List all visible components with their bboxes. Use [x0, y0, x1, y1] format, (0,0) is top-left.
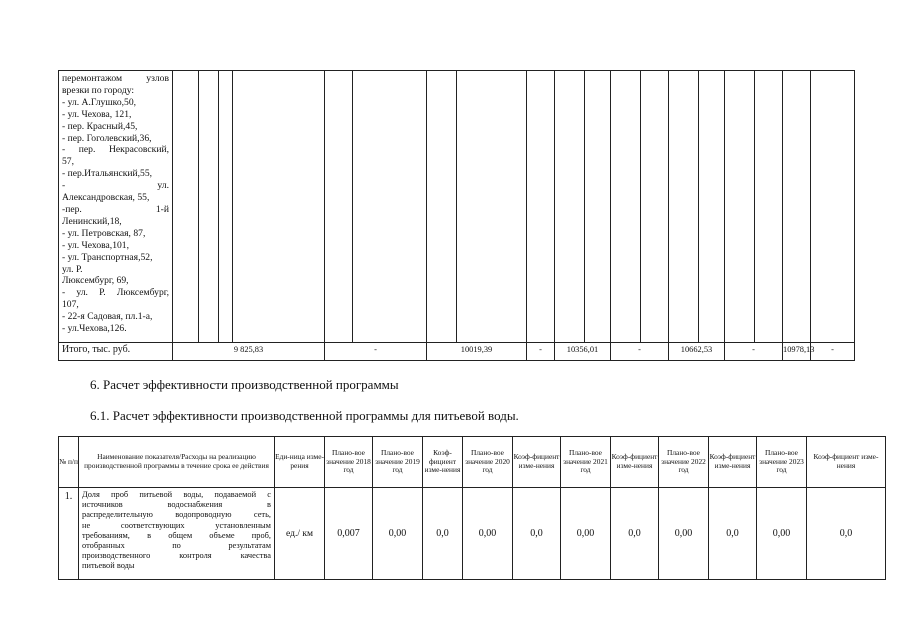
empty-cell — [611, 71, 641, 343]
empty-cell — [811, 71, 855, 343]
indicator-line: распределительную водопроводную сеть, — [82, 510, 271, 520]
value-cell: 0,0 — [807, 488, 886, 580]
header-cell: Еди-ница изме-рения — [275, 437, 325, 488]
header-cell: Плано-вое значение 2022 год — [659, 437, 709, 488]
empty-cell — [641, 71, 669, 343]
indicator-name — [79, 488, 275, 580]
subsection-heading: 6.1. Расчет эффективности производственной программы для питьевой воды. — [90, 408, 519, 423]
description-line: Александровская, 55, — [62, 192, 150, 204]
header-cell: Коэф-фициент изме-нения — [611, 437, 659, 488]
value-cell: 0,007 — [325, 488, 373, 580]
value-cell: 0,00 — [757, 488, 807, 580]
total-label: Итого, тыс. руб. — [59, 343, 173, 361]
empty-cell — [325, 71, 353, 343]
description-line: - ул. Чехова, 121, — [62, 108, 132, 120]
empty-cell — [457, 71, 527, 343]
empty-cell — [555, 71, 585, 343]
header-cell: Плано-вое значение 2018 год — [325, 437, 373, 488]
description-line: - пер. Гоголевский,36, — [62, 132, 152, 144]
header-cell: Коэф-фициент изме-нения — [709, 437, 757, 488]
value-cell: 0,0 — [611, 488, 659, 580]
indicator-line: Доля проб питьевой воды, подаваемой с — [82, 490, 271, 499]
total-value: 10978,13 — [783, 343, 811, 361]
efficiency-table — [58, 436, 886, 580]
section-heading: 6. Расчет эффективности производственной программы — [90, 377, 399, 392]
empty-cell — [783, 71, 811, 343]
value-cell: 0,0 — [709, 488, 757, 580]
empty-cell — [173, 71, 199, 343]
description-line: - пер.Итальянский,55, — [62, 168, 153, 180]
description-line: Ленинский,18, — [62, 215, 122, 227]
total-value: - — [325, 343, 427, 361]
header-cell: Плано-вое значение 2020 год — [463, 437, 513, 488]
description-line: - пер. Красный,45, — [62, 120, 138, 132]
header-cell: Коэф-фициент изме-нения — [423, 437, 463, 488]
header-cell: Коэф-фициент изме-нения — [807, 437, 886, 488]
empty-cell — [199, 71, 219, 343]
cost-table — [58, 70, 855, 361]
description-line: - ул. Чехова,101, — [62, 239, 129, 251]
total-row — [59, 343, 855, 361]
total-value: 9 825,83 — [173, 343, 325, 361]
header-cell: Плано-вое значение 2023 год — [757, 437, 807, 488]
total-value: 10019,39 — [427, 343, 527, 361]
description-line: - ул. Р. Люксембург, — [62, 287, 169, 299]
empty-cell — [725, 71, 755, 343]
indicator-line: производственного контроля качества — [82, 551, 271, 561]
description-line: - ул. Петровская, 87, — [62, 227, 146, 239]
description-line: 107, — [62, 299, 79, 311]
empty-cell — [669, 71, 699, 343]
unit-cell: ед./ км — [275, 488, 325, 580]
value-cell: 0,00 — [561, 488, 611, 580]
description-line: 57, — [62, 156, 74, 168]
empty-cell — [527, 71, 555, 343]
indicator-line: источников водоснабжения в — [82, 500, 271, 510]
row-number: 1. — [59, 488, 79, 580]
description-row — [59, 71, 855, 343]
header-cell: Коэф-фициент изме-нения — [513, 437, 561, 488]
description-line: - ул.Чехова,126. — [62, 323, 127, 335]
total-value: - — [811, 343, 855, 361]
empty-cell — [427, 71, 457, 343]
value-cell: 0,0 — [513, 488, 561, 580]
works-description-cell — [59, 71, 173, 343]
value-cell: 0,00 — [659, 488, 709, 580]
header-row — [59, 437, 886, 488]
description-line: ул. Р. — [62, 263, 83, 275]
indicator-line: не соответствующих установленным — [82, 520, 271, 530]
header-cell: № п/п — [59, 437, 79, 488]
indicator-line: отобранных по результатам — [82, 541, 271, 551]
total-value: - — [527, 343, 555, 361]
description-line: перемонтажом узлов — [62, 73, 169, 84]
description-line: - ул. — [62, 180, 169, 192]
description-line: - ул. А.Глушко,50, — [62, 96, 137, 108]
description-line: - пер. Некрасовский, — [62, 144, 169, 156]
empty-cell — [585, 71, 611, 343]
header-cell: Плано-вое значение 2019 год — [373, 437, 423, 488]
value-cell: 0,00 — [463, 488, 513, 580]
value-cell: 0,0 — [423, 488, 463, 580]
total-value: - — [611, 343, 669, 361]
header-cell: Плано-вое значение 2021 год — [561, 437, 611, 488]
indicator-line: требованиям, в общем объеме проб, — [82, 530, 271, 540]
value-cell: 0,00 — [373, 488, 423, 580]
total-value: - — [725, 343, 783, 361]
description-line: - ул. Транспортная,52, — [62, 251, 153, 263]
header-cell: Наименование показателя/Расходы на реализацию производственной программы в течение срока ее действия — [79, 437, 275, 488]
total-value: 10356,01 — [555, 343, 611, 361]
empty-cell — [233, 71, 325, 343]
description-line: - 22-я Садовая, пл.1-а, — [62, 311, 153, 323]
description-line: Люксембург, 69, — [62, 275, 129, 287]
description-line: врезки по городу: — [62, 84, 135, 96]
empty-cell — [699, 71, 725, 343]
empty-cell — [219, 71, 233, 343]
empty-cell — [755, 71, 783, 343]
description-line: -пер. 1-й — [62, 203, 169, 215]
indicator-line: питьевой воды — [82, 561, 135, 571]
total-value: 10662,53 — [669, 343, 725, 361]
empty-cell — [353, 71, 427, 343]
table-row — [59, 488, 886, 580]
